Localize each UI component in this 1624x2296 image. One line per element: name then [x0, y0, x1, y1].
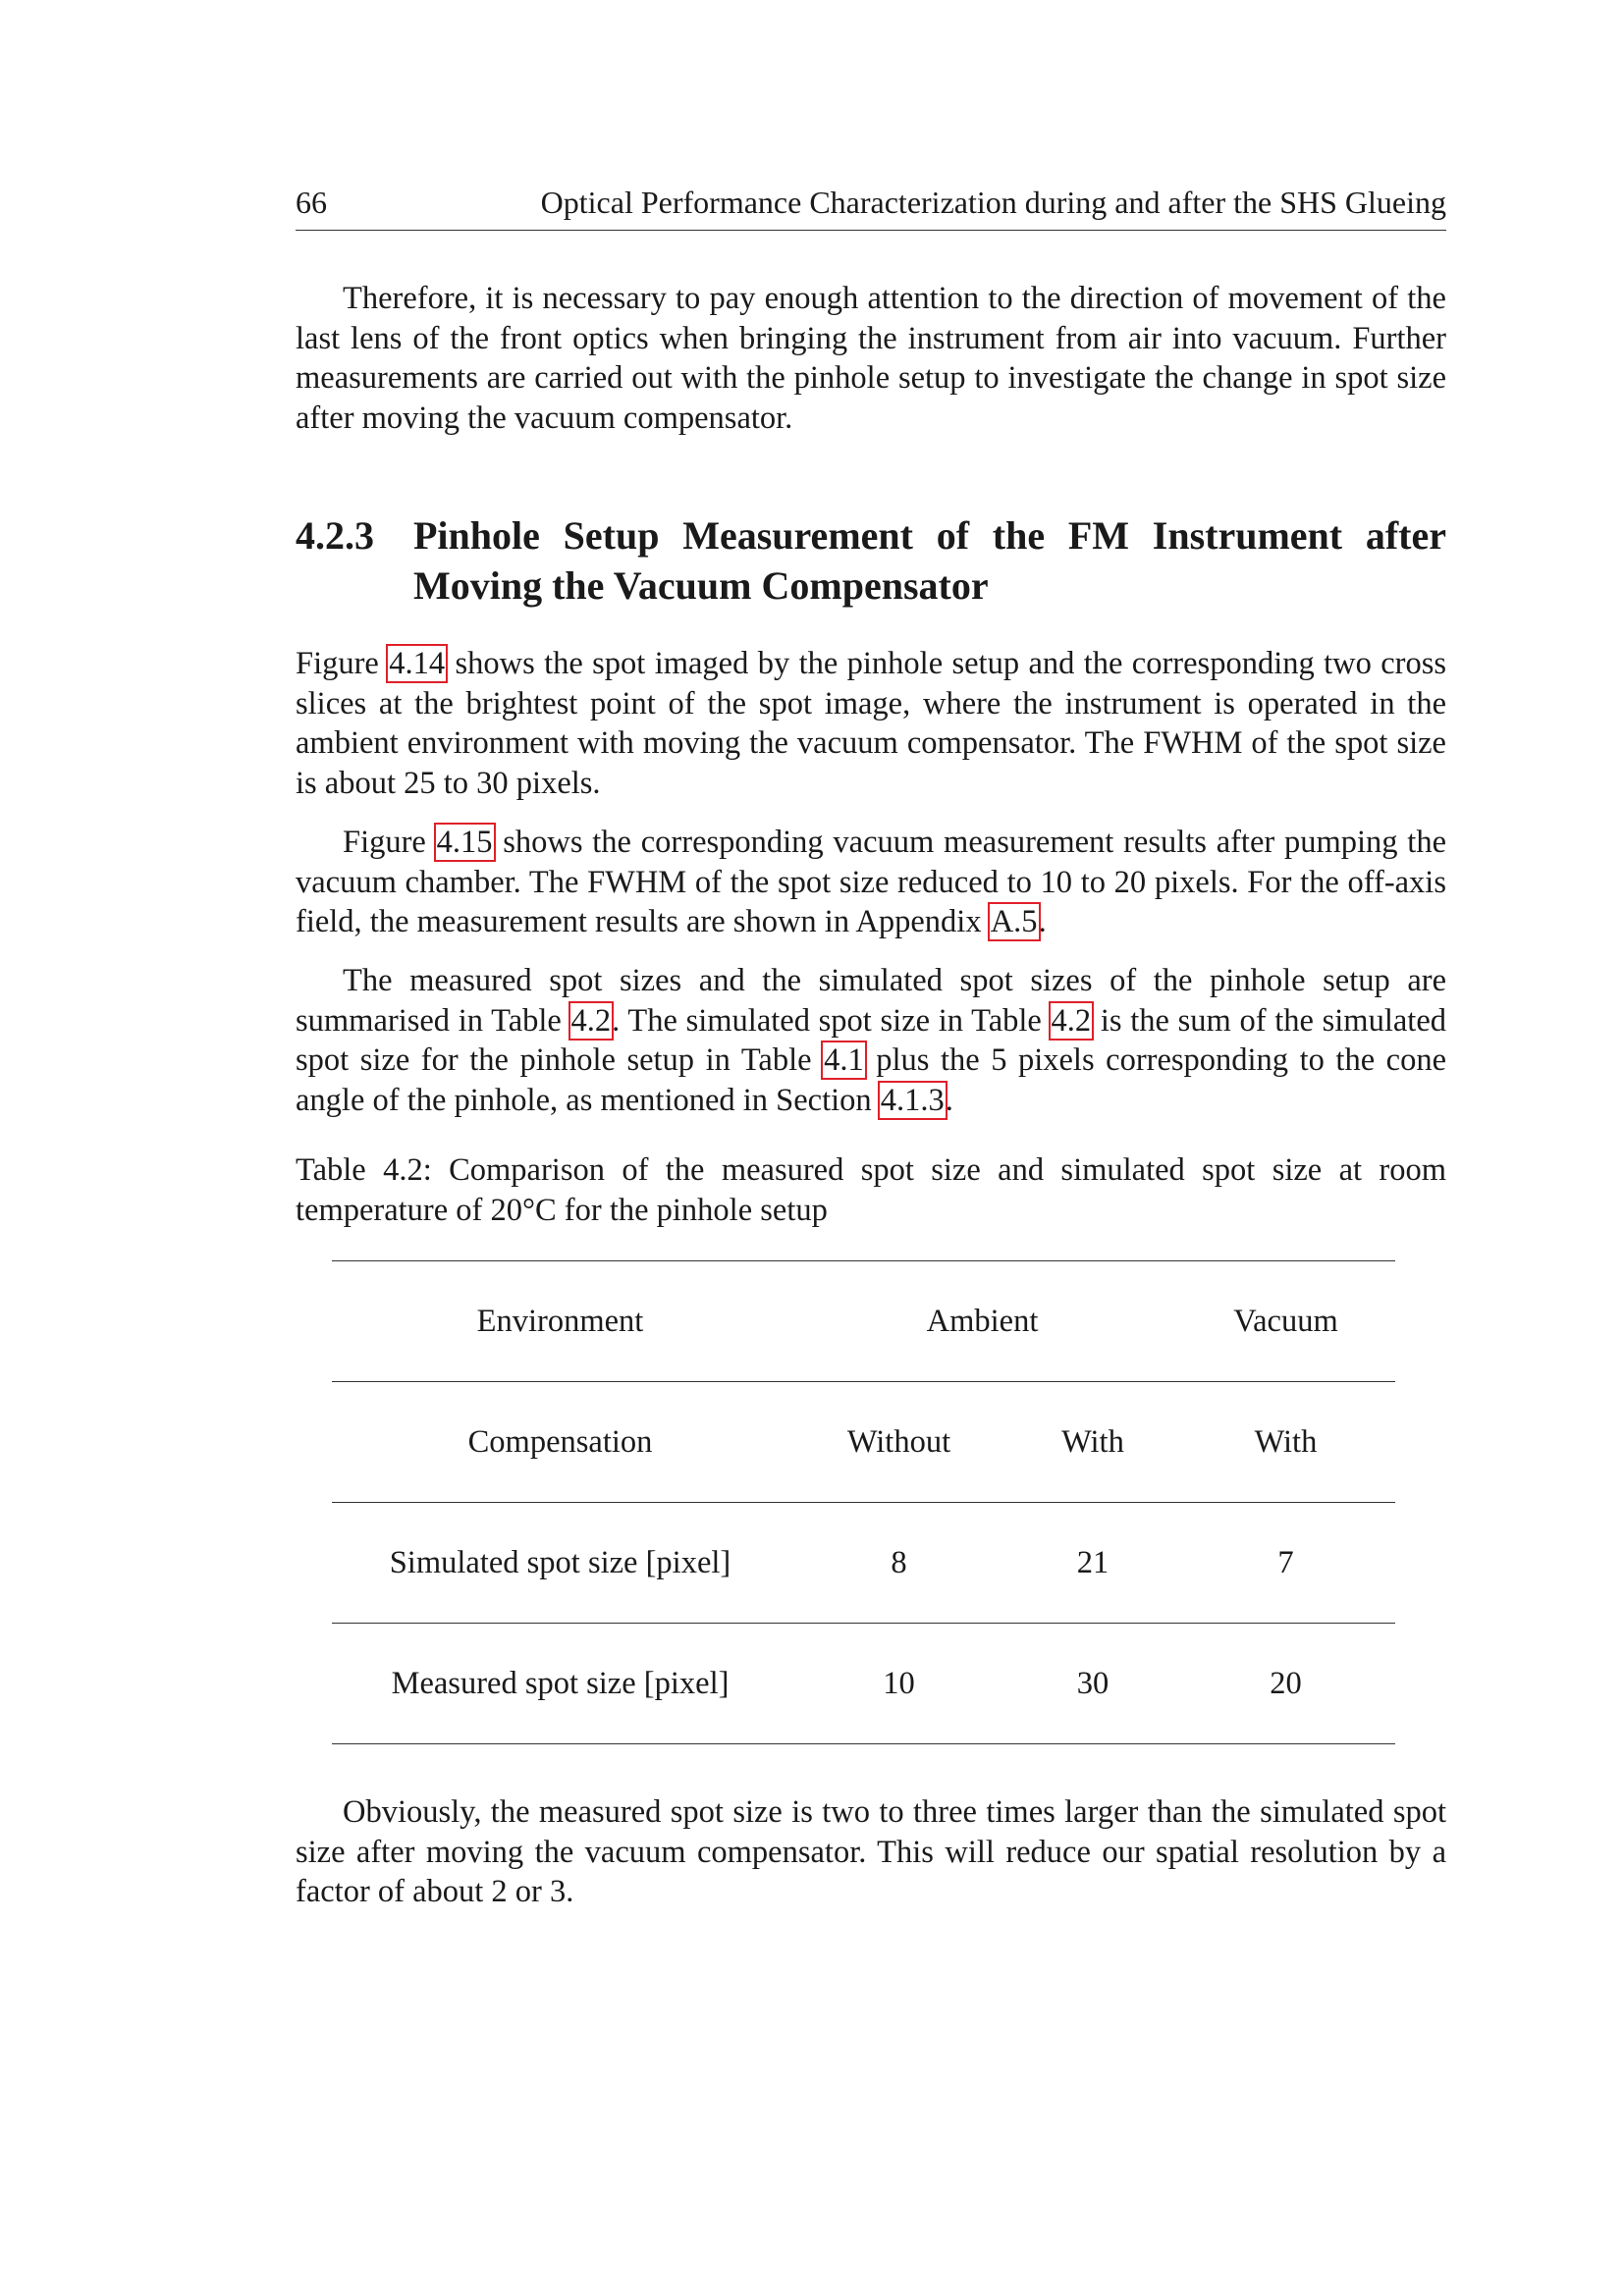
paragraph-figure-4-15	[296, 823, 1446, 942]
table-cell: 30	[1009, 1624, 1176, 1744]
paragraph-figure-4-14	[296, 644, 1446, 803]
text-run: Figure	[296, 646, 389, 681]
table-cell: Compensation	[332, 1382, 788, 1503]
table-cell: Ambient	[788, 1261, 1176, 1382]
paragraph-conclusion: Obviously, the measured spot size is two to three times larger than the simulated spot size after moving the vacuum compensator. This will reduce our spatial resolution by a factor of about 2 or 3.	[296, 1794, 1446, 1909]
table-cell: Measured spot size [pixel]	[332, 1624, 788, 1744]
table-cell: With	[1009, 1382, 1176, 1503]
table-row	[332, 1261, 1395, 1382]
table-cell: With	[1176, 1382, 1395, 1503]
table-cell: Simulated spot size [pixel]	[332, 1503, 788, 1624]
text-run: .	[1038, 904, 1047, 939]
table-cell: Without	[788, 1382, 1009, 1503]
table-cell: 21	[1009, 1503, 1176, 1624]
text-run: shows the spot imaged by the pinhole setup and the corresponding two cross slices at the brightest point of the spot image, where the instrument is operated in the ambient environment with moving the vacuum compensator. The FWHM of the spot size is about 25 to 30 pixels.	[296, 646, 1446, 801]
running-header	[296, 185, 1446, 231]
figure-ref-link[interactable]: 4.15	[436, 825, 493, 860]
appendix-ref-link[interactable]: A.5	[990, 904, 1038, 939]
table-cell: Vacuum	[1176, 1261, 1395, 1382]
table-ref-link[interactable]: 4.2	[570, 1002, 612, 1039]
page-number: 66	[296, 185, 327, 220]
text-run: is the sum of the simulated spot size for the pinhole setup in Table	[296, 1002, 1446, 1078]
table-cell: Environment	[332, 1261, 788, 1382]
text-run: . The simulated spot size in Table	[612, 1002, 1051, 1039]
table-cell: 10	[788, 1624, 1009, 1744]
section-ref-link[interactable]: 4.1.3	[880, 1082, 945, 1118]
text-run: The measured spot sizes and the simulated spot sizes of the pinhole setup are summarised in Table	[296, 963, 1446, 1039]
table-caption: Table 4.2: Comparison of the measured spot size and simulated spot size at room temperature of 20°C for the pinhole setup	[296, 1152, 1446, 1228]
table-ref-link[interactable]: 4.2	[1051, 1002, 1092, 1039]
table-ref-link[interactable]: 4.1	[824, 1042, 864, 1078]
table-cell: 20	[1176, 1624, 1395, 1744]
paragraph-intro: Therefore, it is necessary to pay enough attention to the direction of movement of the last lens of the front optics when bringing the instrument from air into vacuum. Further measurements are carried out with the pinhole setup to investigate the change in spot size after moving the vacuum compensator.	[296, 281, 1446, 436]
table-row	[332, 1624, 1395, 1744]
table-cell: 7	[1176, 1503, 1395, 1624]
text-run: Figure	[343, 825, 436, 860]
figure-ref-link[interactable]: 4.14	[389, 646, 446, 681]
table-cell: 8	[788, 1503, 1009, 1624]
spot-size-table	[332, 1260, 1395, 1744]
text-run: shows the corresponding vacuum measurement results after pumping the vacuum chamber. The FWHM of the spot size reduced to 10 to 20 pixels. For the off-axis field, the measurement results are shown in Appendix	[296, 825, 1446, 939]
text-run: .	[945, 1082, 953, 1118]
section-title: Pinhole Setup Measurement of the FM Instrument after Moving the Vacuum Compensator	[413, 513, 1446, 608]
paragraph-summary	[296, 961, 1446, 1120]
table-row	[332, 1503, 1395, 1624]
section-number: 4.2.3	[296, 513, 374, 558]
text-run: plus the 5 pixels corresponding to the cone angle of the pinhole, as mentioned in Section	[296, 1042, 1446, 1118]
running-title: Optical Performance Characterization during and after the SHS Glueing	[540, 185, 1446, 220]
table-row	[332, 1382, 1395, 1503]
